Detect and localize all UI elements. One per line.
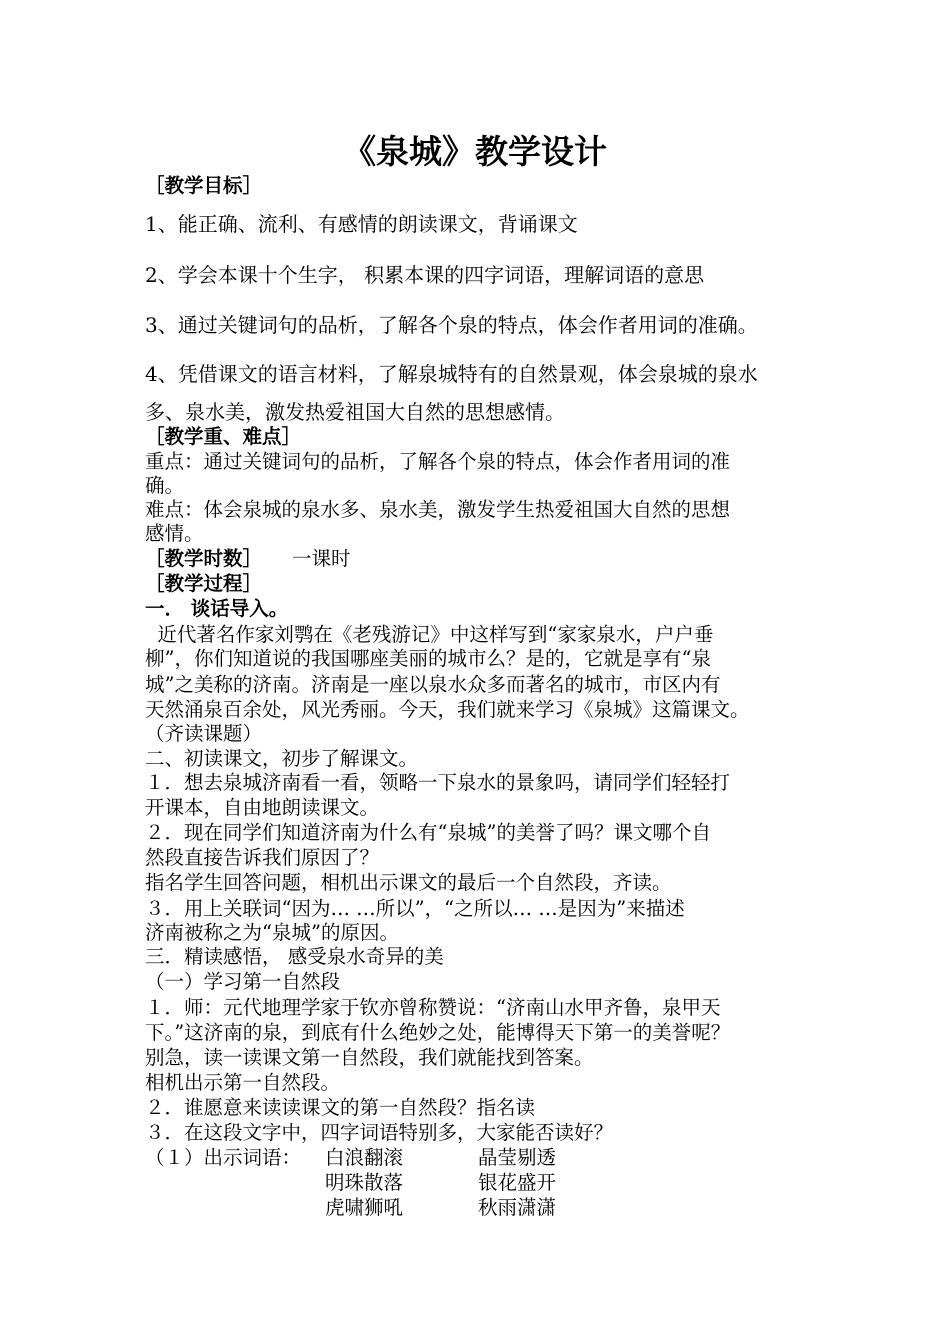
heading-key-points: ［教学重、难点］	[145, 425, 302, 448]
objective-item: 3、通过关键词句的品析，了解各个泉的特点，体会作者用词的准确。	[145, 313, 758, 337]
key-point-line: 确。	[145, 474, 185, 497]
word-item: 虎啸狮吼	[325, 1196, 404, 1219]
section3-line: １．师：元代地理学家于钦亦曾称赞说：“济南山水甲齐鲁，泉甲天	[145, 996, 721, 1019]
section3-line: ３．在这段文字中，四字词语特别多，大家能否读好？	[145, 1121, 614, 1144]
section3-line: 相机出示第一自然段。	[145, 1071, 341, 1094]
section2-line: 然段直接告诉我们原因了？	[145, 846, 380, 869]
paragraph-line: （齐读课题）	[145, 722, 263, 745]
objective-item: 多、泉水美，激发热爱祖国大自然的思想感情。	[145, 400, 565, 424]
word-item: 银花盛开	[478, 1171, 557, 1194]
document-title: 《泉城》教学设计	[343, 132, 607, 171]
key-point-line: 感情。	[145, 522, 204, 545]
word-item: 秋雨潇潇	[478, 1196, 557, 1219]
word-item: 晶莹剔透	[478, 1146, 557, 1169]
words-label: （１）出示词语：	[145, 1146, 302, 1169]
heading-class-hours: ［教学时数］	[145, 547, 263, 570]
word-item: 明珠散落	[325, 1171, 404, 1194]
section2-line: 二、初读课文，初步了解课文。	[145, 747, 419, 770]
section3-line: （一）学习第一自然段	[145, 970, 341, 993]
section2-line: 开课本，自由地朗读课文。	[145, 796, 380, 819]
paragraph-line: 城”之美称的济南。济南是一座以泉水众多而著名的城市，市区内有	[145, 673, 721, 696]
objective-item: 1、能正确、流利、有感情的朗读课文，背诵课文	[145, 212, 578, 236]
section3-line: 别急，读一读课文第一自然段，我们就能找到答案。	[145, 1046, 594, 1069]
heading-process: ［教学过程］	[145, 572, 263, 595]
objective-item: 4、凭借课文的语言材料，了解泉城特有的自然景观，体会泉城的泉水	[145, 362, 758, 386]
key-point-line: 难点：体会泉城的泉水多、泉水美，激发学生热爱祖国大自然的思想	[145, 498, 731, 521]
key-point-line: 重点：通过关键词句的品析，了解各个泉的特点，体会作者用词的准	[145, 450, 731, 473]
paragraph-line: 柳”，你们知道说的我国哪座美丽的城市么？是的，它就是享有“泉	[145, 647, 711, 670]
class-hours-value: 一课时	[292, 547, 351, 570]
paragraph-line: 天然涌泉百余处，风光秀丽。今天，我们就来学习《泉城》这篇课文。	[145, 698, 750, 721]
section2-line: ２．现在同学们知道济南为什么有“泉城”的美誉了吗？课文哪个自	[145, 821, 711, 844]
heading-objectives: ［教学目标］	[145, 174, 263, 197]
section2-line: １．想去泉城济南看一看，领略一下泉水的景象吗，请同学们轻轻打	[145, 771, 731, 794]
section3-line: ２．谁愿意来读读课文的第一自然段？指名读	[145, 1096, 536, 1119]
word-item: 白浪翻滚	[325, 1146, 404, 1169]
section2-line: 济南被称之为“泉城”的原因。	[145, 921, 399, 944]
section2-line: ３．用上关联词“因为… …所以”，“之所以… …是因为”来描述	[145, 897, 685, 920]
objective-item: 2、学会本课十个生字， 积累本课的四字词语，理解词语的意思	[145, 263, 705, 287]
section3-line: 三．精读感悟， 感受泉水奇异的美	[145, 945, 444, 968]
section2-line: 指名学生回答问题，相机出示课文的最后一个自然段，齐读。	[145, 871, 672, 894]
section3-line: 下。”这济南的泉，到底有什么绝妙之处，能博得天下第一的美誉呢？	[145, 1021, 731, 1044]
paragraph-line: 近代著名作家刘鹗在《老残游记》中这样写到“家家泉水，户户垂	[145, 623, 714, 646]
section1-title: 一． 谈话导入。	[145, 597, 289, 620]
class-hours-row	[145, 547, 835, 571]
